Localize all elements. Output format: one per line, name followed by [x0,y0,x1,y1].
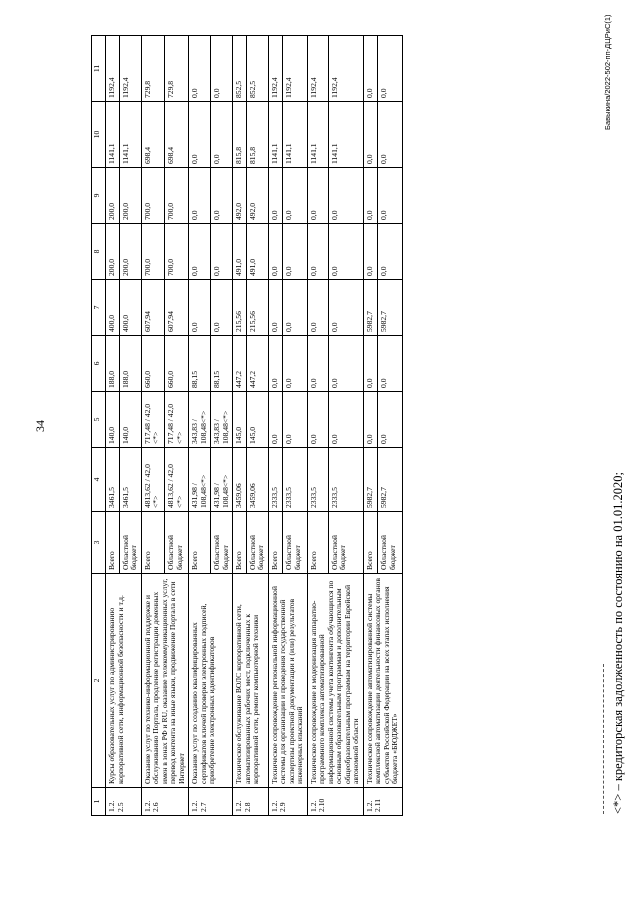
amount-cell: 0,0 [328,336,363,392]
amount-cell: 0,0 [189,168,211,224]
amount-cell: 3459,06 [233,448,247,512]
amount-cell: 0,0 [328,224,363,280]
amount-cell: 1141,1 [307,102,328,168]
amount-cell: 0,0 [363,336,378,392]
column-number-5: 5 [92,392,106,448]
row-number: 1.2. 2.7 [189,788,233,816]
amount-cell: 400,0 [119,280,141,336]
column-number-1: 1 [92,788,106,816]
amount-cell: 660,0 [141,336,165,392]
amount-cell: 492,0 [233,168,247,224]
row-number: 1.2. 2.11 [363,788,402,816]
amount-cell: 1141,1 [328,102,363,168]
amount-cell: 215,56 [246,280,268,336]
amount-cell: 145,0 [233,392,247,448]
amount-cell: 0,0 [363,168,378,224]
funding-source: Всего [307,512,328,574]
amount-cell: 1141,1 [283,102,307,168]
funding-source: Всего [189,512,211,574]
amount-cell: 700,0 [141,224,165,280]
table-row [268,36,283,816]
amount-cell: 852,5 [233,36,247,102]
funding-source: Областной бюджет [283,512,307,574]
amount-cell: 1192,4 [328,36,363,102]
budget-table [91,35,403,816]
amount-cell: 140,0 [106,392,120,448]
amount-cell: 5982,7 [363,280,378,336]
amount-cell: 0,0 [328,392,363,448]
amount-cell: 492,0 [246,168,268,224]
amount-cell: 0,0 [378,336,402,392]
amount-cell: 698,4 [165,102,189,168]
table-row [189,36,211,816]
row-number: 1.2. 2.8 [233,788,269,816]
amount-cell: 1192,4 [106,36,120,102]
amount-cell: 700,0 [141,168,165,224]
funding-source: Областной бюджет [378,512,402,574]
amount-cell: 3461,5 [106,448,120,512]
amount-cell: 0,0 [307,280,328,336]
amount-cell: 88,15 [211,336,233,392]
row-number: 1.2. 2.9 [268,788,307,816]
amount-cell: 0,0 [211,36,233,102]
amount-cell: 0,0 [328,168,363,224]
amount-cell: 0,0 [328,280,363,336]
footnote: <*> – кредиторская задолженность по состоянию на 01.01.2020; [611,472,625,814]
document-stamp: Бавыкина/2022-502-пп-ДЦРиС(1) [603,14,612,130]
amount-cell: 1192,4 [119,36,141,102]
amount-cell: 4813,62 / 42,0 <*> [165,448,189,512]
amount-cell: 0,0 [283,336,307,392]
amount-cell: 0,0 [363,36,378,102]
amount-cell: 400,0 [106,280,120,336]
amount-cell: 5982,7 [378,280,402,336]
table-row [307,36,328,816]
amount-cell: 698,4 [141,102,165,168]
amount-cell: 200,0 [106,224,120,280]
column-number-row [92,36,106,816]
amount-cell: 0,0 [268,168,283,224]
column-number-9: 9 [92,168,106,224]
amount-cell: 0,0 [268,224,283,280]
column-number-7: 7 [92,280,106,336]
amount-cell: 0,0 [211,102,233,168]
funding-source: Всего [268,512,283,574]
amount-cell: 0,0 [211,280,233,336]
funding-source: Областной бюджет [119,512,141,574]
row-number: 1.2. 2.5 [106,788,142,816]
amount-cell: 0,0 [189,36,211,102]
amount-cell: 3461,5 [119,448,141,512]
amount-cell: 145,0 [246,392,268,448]
amount-cell: 2333,5 [328,448,363,512]
amount-cell: 0,0 [363,392,378,448]
amount-cell: 1141,1 [268,102,283,168]
amount-cell: 88,15 [189,336,211,392]
table-row [106,36,120,816]
amount-cell: 0,0 [307,392,328,448]
activity-name: Техническое сопровождение автоматизированной системы комплексной автоматизации деятельности финансовых органов субъектов Российской Федерации на всех этапах исполнения бюджета «БЮДЖЕТ» [363,574,402,788]
amount-cell: 2333,5 [307,448,328,512]
amount-cell: 200,0 [119,224,141,280]
amount-cell: 5982,7 [378,448,402,512]
amount-cell: 431,98 / 108,48<*> [211,448,233,512]
amount-cell: 2333,5 [268,448,283,512]
amount-cell: 700,0 [165,168,189,224]
amount-cell: 0,0 [363,102,378,168]
amount-cell: 0,0 [268,392,283,448]
column-number-10: 10 [92,102,106,168]
amount-cell: 0,0 [283,224,307,280]
amount-cell: 1141,1 [106,102,120,168]
amount-cell: 660,0 [165,336,189,392]
column-number-3: 3 [92,512,106,574]
amount-cell: 5982,7 [363,448,378,512]
amount-cell: 729,8 [165,36,189,102]
amount-cell: 1192,4 [283,36,307,102]
column-number-11: 11 [92,36,106,102]
amount-cell: 1141,1 [119,102,141,168]
amount-cell: 0,0 [189,224,211,280]
amount-cell: 607,94 [165,280,189,336]
amount-cell: 0,0 [378,168,402,224]
amount-cell: 717,48 / 42,0 <*> [141,392,165,448]
amount-cell: 0,0 [307,336,328,392]
funding-source: Всего [233,512,247,574]
activity-name: Техническое сопровождение и модернизация аппаратно-программного комплекса автоматизированной информационной системы учета контингента обучающихся по основным образовательным программам и дополнительным общеобразовательным программам на территории Еврейской автономной области [307,574,363,788]
amount-cell: 852,5 [246,36,268,102]
amount-cell: 815,8 [246,102,268,168]
amount-cell: 188,0 [119,336,141,392]
page-number: 34 [33,420,47,432]
amount-cell: 0,0 [283,280,307,336]
funding-source: Областной бюджет [165,512,189,574]
funding-source: Всего [141,512,165,574]
funding-source: Областной бюджет [328,512,363,574]
amount-cell: 140,0 [119,392,141,448]
amount-cell: 607,94 [141,280,165,336]
activity-name: Техническое обслуживание ВОЛС корпоративной сети, автоматизированных рабочих мест, подключенных к корпоративной сети, ремонт компьютерной техники [233,574,269,788]
table-body [106,36,403,816]
amount-cell: 188,0 [106,336,120,392]
amount-cell: 3459,06 [246,448,268,512]
row-number: 1.2. 2.10 [307,788,363,816]
amount-cell: 0,0 [189,102,211,168]
funding-source: Областной бюджет [211,512,233,574]
amount-cell: 0,0 [268,336,283,392]
footnote-divider [603,664,604,814]
amount-cell: 491,0 [233,224,247,280]
activity-name: Оказание услуг по созданию квалифицированных сертификатов ключей проверки электронных подписей, приобретение электронных идентификаторов [189,574,233,788]
column-number-2: 2 [92,574,106,788]
amount-cell: 0,0 [307,168,328,224]
amount-cell: 0,0 [378,36,402,102]
amount-cell: 491,0 [246,224,268,280]
funding-source: Областной бюджет [246,512,268,574]
activity-name: Техническое сопровождение региональной информационной системы для организации и проведения государственной экспертизы проектной документации и (или) результатов инженерных изысканий [268,574,307,788]
amount-cell: 0,0 [268,280,283,336]
amount-cell: 729,8 [141,36,165,102]
amount-cell: 0,0 [378,224,402,280]
amount-cell: 0,0 [211,224,233,280]
column-number-8: 8 [92,224,106,280]
column-number-6: 6 [92,336,106,392]
amount-cell: 0,0 [283,392,307,448]
table-row [141,36,165,816]
activity-name: Курсы образовательных услуг по администрированию корпоративной сети, информационной безопасности и т.д. [106,574,142,788]
amount-cell: 0,0 [378,102,402,168]
amount-cell: 200,0 [119,168,141,224]
row-number: 1.2. 2.6 [141,788,189,816]
table-row [233,36,247,816]
amount-cell: 700,0 [165,224,189,280]
activity-name: Оказание услуг по технико-информационной поддержке и обслуживанию Портала, продление регистрации доменных имен в зонах РФ и RU, оказание телекоммуникационных услуг, перевод контента на иные языки, продвижение Портала в сети Интернет [141,574,189,788]
amount-cell: 1192,4 [307,36,328,102]
amount-cell: 0,0 [283,168,307,224]
amount-cell: 0,0 [189,280,211,336]
amount-cell: 431,98 / 108,48<*> [189,448,211,512]
amount-cell: 0,0 [378,392,402,448]
amount-cell: 815,8 [233,102,247,168]
funding-source: Всего [106,512,120,574]
amount-cell: 1192,4 [268,36,283,102]
table-row [363,36,378,816]
column-number-4: 4 [92,448,106,512]
amount-cell: 447,2 [233,336,247,392]
amount-cell: 200,0 [106,168,120,224]
amount-cell: 215,56 [233,280,247,336]
amount-cell: 4813,62 / 42,0 <*> [141,448,165,512]
amount-cell: 0,0 [307,224,328,280]
amount-cell: 343,83 / 108,48<*> [189,392,211,448]
amount-cell: 717,48 / 42,0 <*> [165,392,189,448]
amount-cell: 447,2 [246,336,268,392]
amount-cell: 343,83 / 108,48<*> [211,392,233,448]
amount-cell: 0,0 [211,168,233,224]
funding-source: Всего [363,512,378,574]
amount-cell: 2333,5 [283,448,307,512]
amount-cell: 0,0 [363,224,378,280]
